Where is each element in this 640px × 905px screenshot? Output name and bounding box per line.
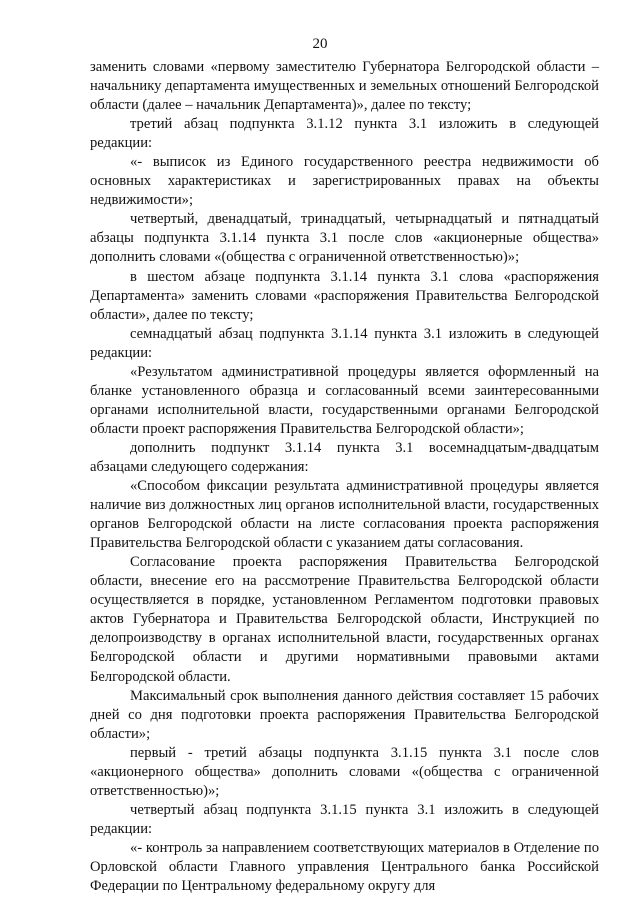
paragraph: третий абзац подпункта 3.1.12 пункта 3.1 изложить в следующей редакции: bbox=[90, 116, 599, 152]
page-number: 20 bbox=[312, 36, 328, 52]
document-body bbox=[90, 58, 599, 896]
paragraph: в шестом абзаце подпункта 3.1.14 пункта 3.1 слова «распоряжения Департамента» заменить словами «распоряжения Правительства Белгородской области», далее по тексту; bbox=[90, 268, 599, 323]
paragraph: четвертый абзац подпункта 3.1.15 пункта 3.1 изложить в следующей редакции: bbox=[90, 801, 599, 837]
paragraph: первый - третий абзацы подпункта 3.1.15 пункта 3.1 после слов «акционерного общества» дополнить словами «(общества с ограниченной ответственностью)»; bbox=[90, 744, 599, 799]
paragraph: дополнить подпункт 3.1.14 пункта 3.1 восемнадцатым-двадцатым абзацами следующего содержания: bbox=[90, 439, 599, 475]
paragraph: четвертый, двенадцатый, тринадцатый, четырнадцатый и пятнадцатый абзацы подпункта 3.1.14 пункта 3.1 после слов «акционерные общества» дополнить словами «(общества с ограниченной ответственностью)»; bbox=[90, 211, 599, 266]
paragraph: семнадцатый абзац подпункта 3.1.14 пункта 3.1 изложить в следующей редакции: bbox=[90, 325, 599, 361]
paragraph: «- выписок из Единого государственного реестра недвижимости об основных характеристиках и зарегистрированных правах на объекты недвижимости»; bbox=[90, 154, 599, 209]
paragraph: Максимальный срок выполнения данного действия составляет 15 рабочих дней со дня подготовки проекта распоряжения Правительства Белгородской области»; bbox=[90, 687, 599, 742]
paragraph: «Результатом административной процедуры является оформленный на бланке установленного образца и согласованный всеми заинтересованными органами исполнительной власти, государственными органами Белгородской области проект распоряжения Правительства Белгородской области»; bbox=[90, 363, 599, 437]
paragraph: заменить словами «первому заместителю Губернатора Белгородской области – начальнику департамента имущественных и земельных отношений Белгородской области (далее – начальник Департамента)», далее по тексту; bbox=[90, 59, 599, 114]
paragraph: «Способом фиксации результата административной процедуры является наличие виз должностных лиц органов исполнительной власти, государственных органов Белгородской области на листе согласования проекта распоряжения Правительства Белгородской области с указанием даты согласования. bbox=[90, 478, 599, 552]
paragraph: «- контроль за направлением соответствующих материалов в Отделение по Орловской области Главного управления Центрального банка Российской Федерации по Центральному федеральному округу для bbox=[90, 839, 599, 895]
paragraph: Согласование проекта распоряжения Правительства Белгородской области, внесение его на рассмотрение Правительства Белгородской области осуществляется в порядке, установленном Регламентом подготовки правовых актов Губернатора и Правительства Белгородской области, Инструкцией по делопроизводству в органах исполнительной власти, государственных органах Белгородской области и другими нормативными правовыми актами Белгородской области. bbox=[90, 554, 599, 685]
